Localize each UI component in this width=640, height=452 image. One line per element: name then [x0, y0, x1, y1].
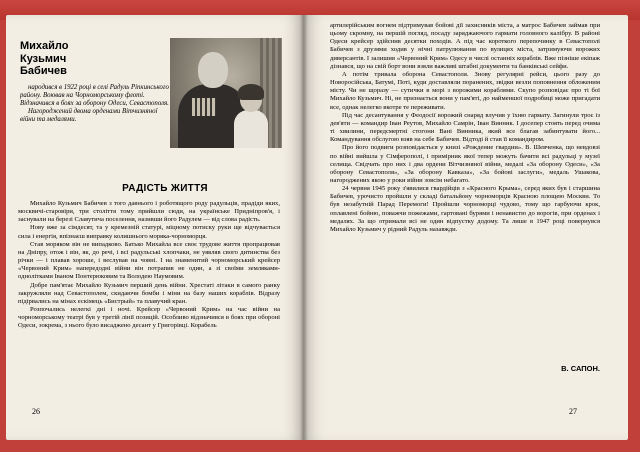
article-paragraph: Про його подвиги розповідається у книзі «Рождение гвардии». В. Шевченка, що невдовзі по війні вийшла у Сімферополі, і примірник якої тепер можуть бачити всі радульці у музеї селища. Свідчать про них і два ордени Вітчизняної війни, медалі «За оборону Одеси», «За оборону Севастополя», «За оборону Кавказа», «За бойові заслуги», медаль Ушакова, нагороджених якою у роки війни зовсім небагато. [330, 144, 600, 184]
article-paragraph: Михайло Кузьмич Бабичев з того давнього і роботящого роду радульців, прадіди яких, москвичі-старовіри, три століття тому прийшли сюди, на українське Придніпров'я, і заснували на березі Славутича поселення, називши його Радулем — від слова радість. [18, 200, 280, 224]
article-author: В. САПОН. [561, 364, 600, 373]
book-gutter [300, 15, 308, 440]
article-paragraph: артилерійським вогнем підтримував бойові дії захисників міста, а матрос Бабичев займав при цьому скромну, на першій погляд, посаду заряджаючого гармати головного калібру. В районі Одеси крейсер здійснив десятки походів. А під час короткого перепочинку в Севастополі Бабичев з друзями ходив у нічні патрулювання по вулицях міста, затримуючи ворожих диверсантів. І залишив «Червоний Крим» Одесу в числі останніх кораблів. Вже пізніше екіпаж дізнався, що на свій борт вони взяли важливі штабні документи та банківські сейфи. [330, 22, 600, 70]
portrait-photo [170, 38, 282, 148]
article-paragraph: Розпочались нелегкі дні і ночі. Крейсер «Червоний Крим» на час війни на чорноморському театрі був у третій лінії позицій. Особливо відзначився в боях при обороні Одеси, зокрема, з нього було висаджено десант у Григорівці. Корабель [18, 306, 280, 330]
page-number-right: 27 [569, 407, 577, 416]
article-title: РАДІСТЬ ЖИТТЯ [122, 183, 208, 194]
person-bio [20, 84, 170, 125]
article-paragraph: Нову вже за сімдесят, та у кремезній статурі, міцному потиску руки ще відчувається сила і енергія, впізнаєш виправку колишнього моряка-чорноморця. [18, 224, 280, 240]
article-paragraph: Під час десантування у Феодосії ворожий снаряд влучив у їхню гармату. Загинули троє із дев'яти — командир Іван Реутов, Михайло Самрін, Іван Винник. І досепер стоять перед очима ті хвилини, передсмертні стогони Вані Винника, який все благав забинтувати його... Командування обслугою взяв на себе Бабичев. Відтоді й став її командиром. [330, 111, 600, 144]
article-paragraph: Добре пам'ятає Михайло Кузьмич перший день війни. Хрестаті літаки в самого ранку закружляли над Севастополем, скидаючи бомби і міни на базу наших кораблів. Відразу підірвались на мінах ескімець «Бистрый» та плавучий кран. [18, 281, 280, 305]
page-number-left: 26 [32, 407, 40, 416]
right-article-body [330, 22, 600, 234]
medals-icon [192, 98, 216, 116]
article-paragraph: Став моряком він не випадково. Батько Михайла все своє трудове життя пропрацював на Дніпру, отож і він, як, до речі, і всі радульські хлопчаки, не уявляв свого дитинства без річки — і плавав хороше, і веслував на човні. І на знаменитий чорноморський крейсер «Червоний Крим» напередодні війни він потрапив не один, а зі своїми земляками-однолітками Іваном Понтерюковим та Володею Наумовим. [18, 240, 280, 281]
bio-paragraph: Нагороджений двома орденами Вітчизняної війни та медалями. [20, 108, 158, 124]
person-name: Михайло Кузьмич Бабичев [20, 40, 69, 77]
article-paragraph: А потім тривала оборона Севастополя. Знову регулярні рейси, цього разу до Новоросійська, Батумі, Поті, куди доставляли поранених, звідки везли поповнення обложеним місту. Чи не щоразу — сутички в морі з ворожими кораблями. Скупо розповідає про ті бої Михайло Кузьмич. Ні, не признається вони у пам'яті, до найменшої подробиці може пригадати все, однак нелегко вкотре те переживати. [330, 70, 600, 111]
left-article-body [18, 200, 280, 331]
article-paragraph: 24 червня 1945 року з'явилися гвардійців з «Красного Крыма», серед яких був і старшина Бабичев, урочисто пройшли у складі батальйону чорноморців Красною площею Москви. То був незабутній Парад Перемоги! Пройшли чорноморці чудово, тому що гарбуючи крок, оплавлені бойню, поважчи пожежами, гартовані бурями і ненавистю до ворогів, при орденах і медалях. За що отримали всі не один відпустку додому. Та лише в 1947 році повернувся Михайло Кузьмич у рідний Радуль назавжди. [330, 185, 600, 233]
profile-block [20, 40, 170, 125]
bio-paragraph: народився в 1922 році в селі Радуль Ріпкинського району. Воював на Чорноморському флоті. Відзначився в боях за оборону Одеси, Севастополя. [20, 83, 169, 107]
